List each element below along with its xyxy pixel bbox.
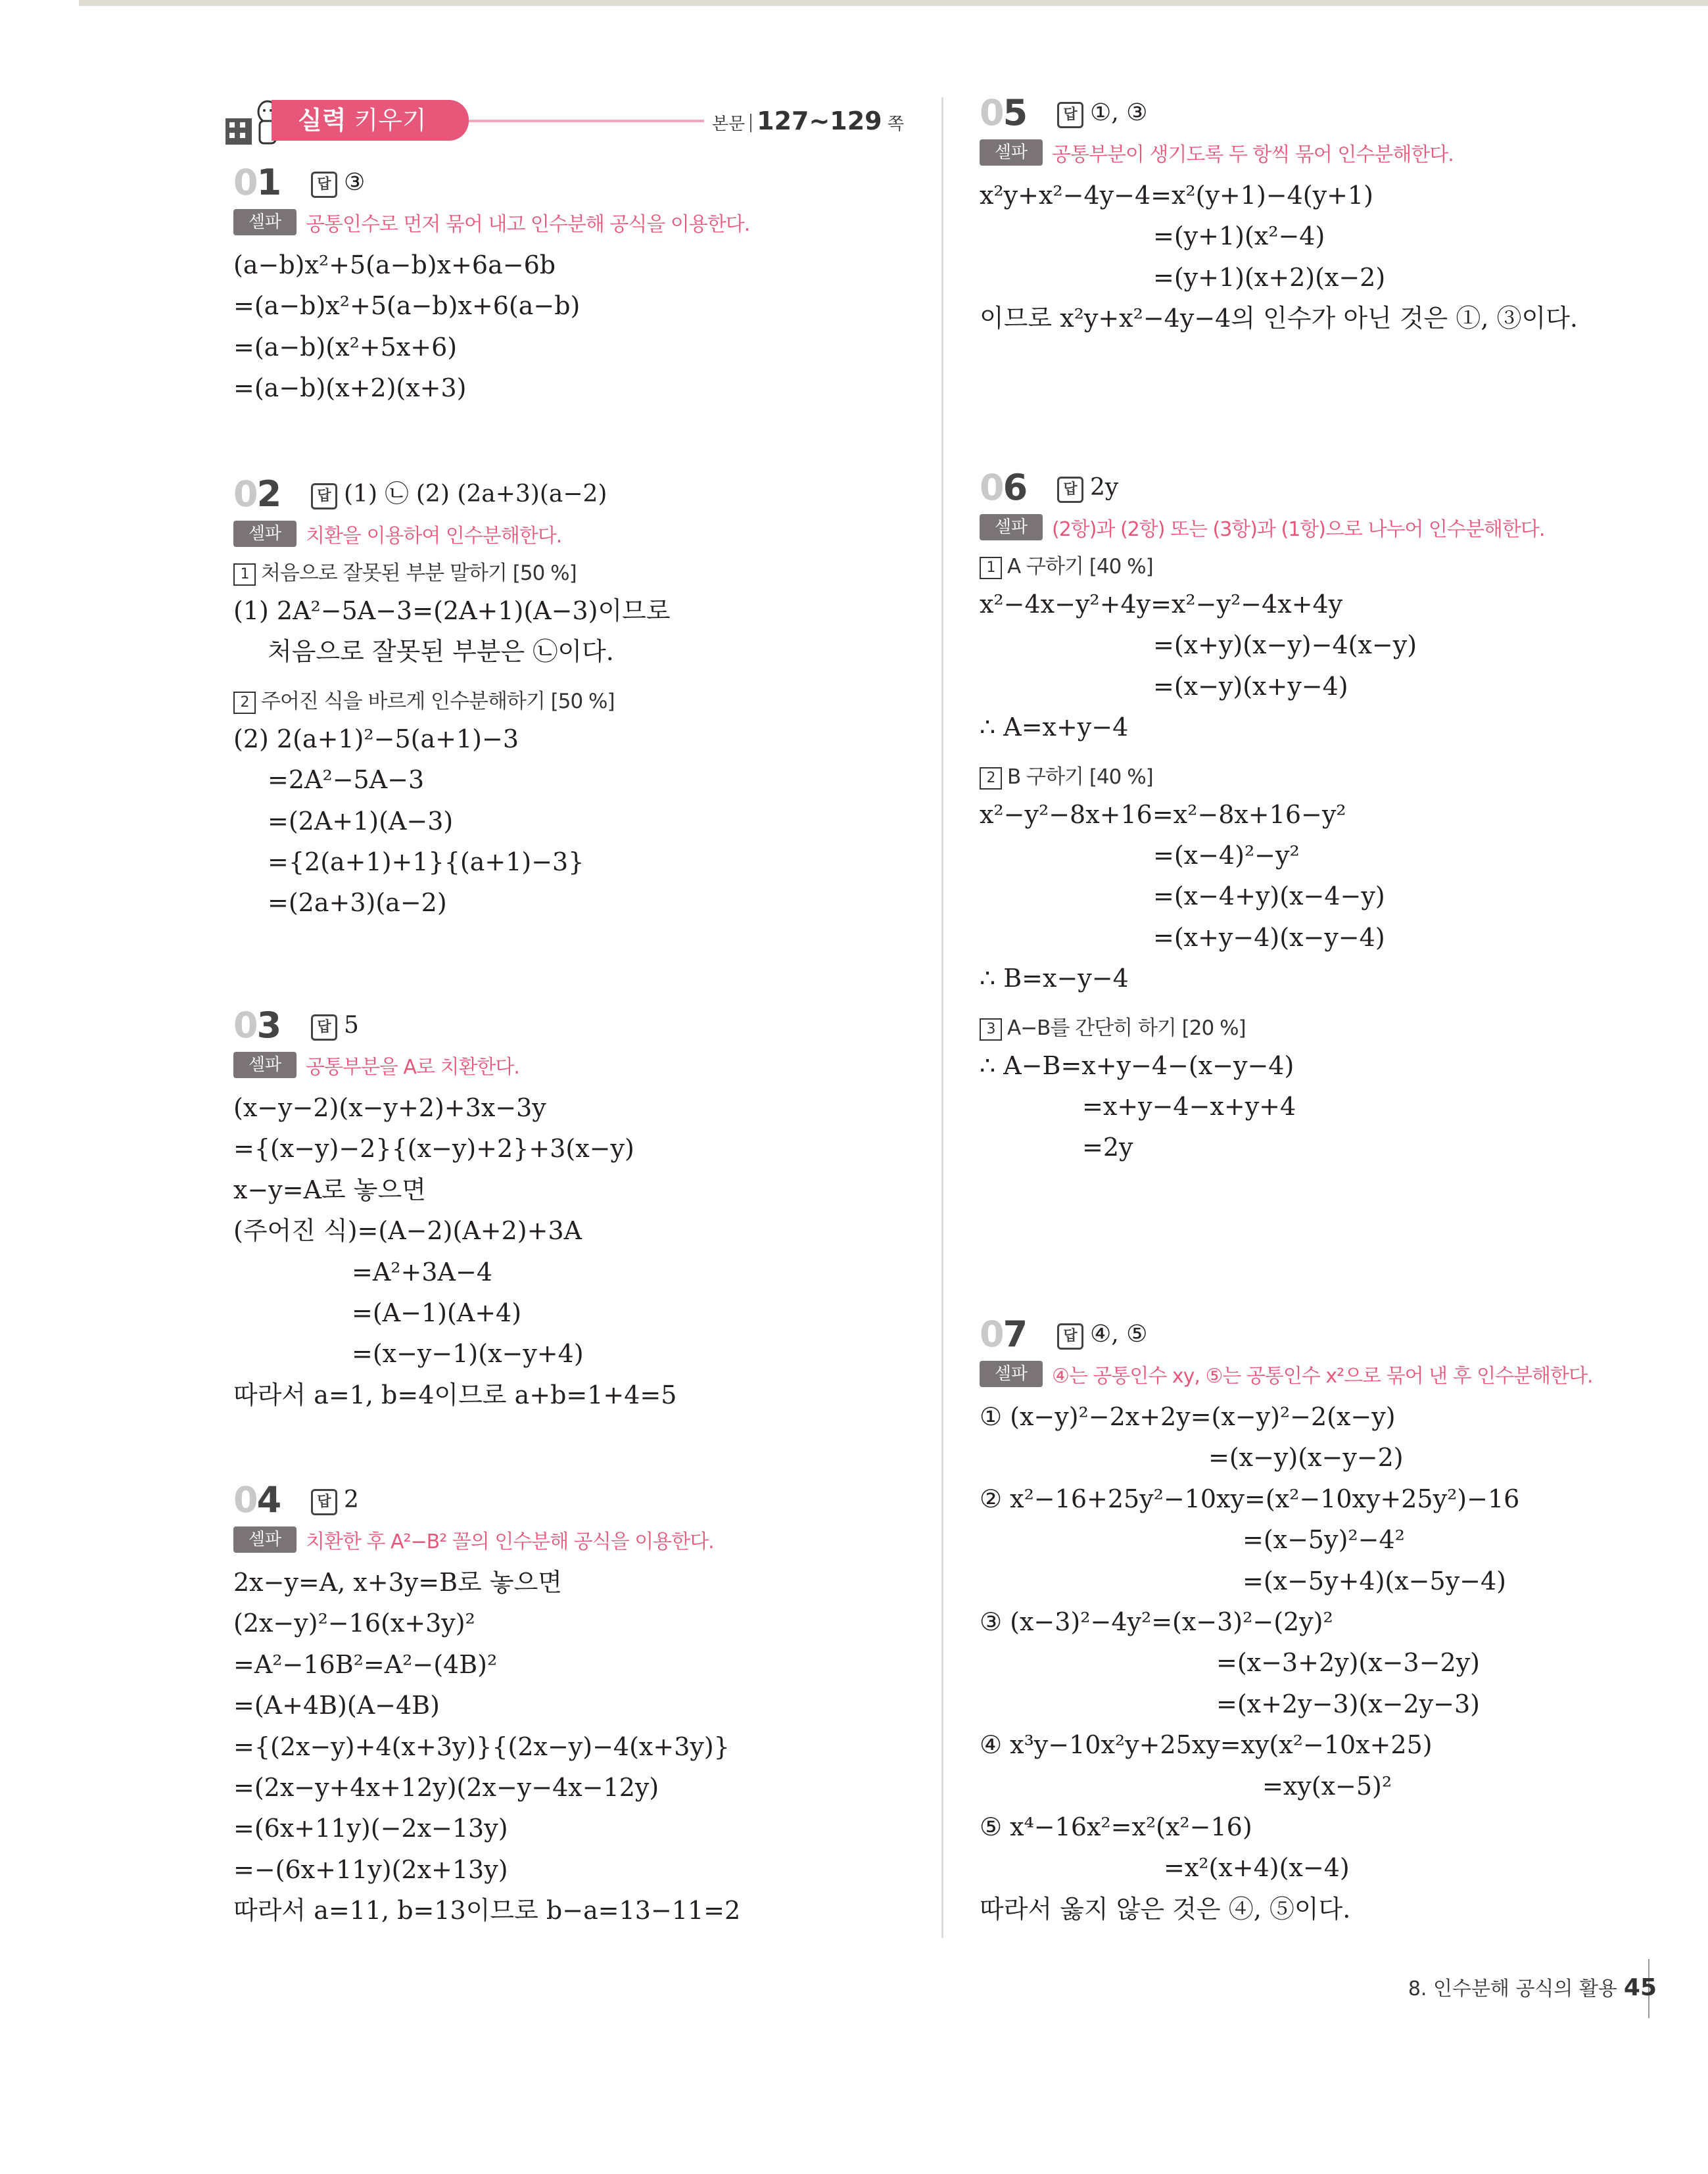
solution-line: =(x+y−4)(x−y−4) bbox=[1153, 922, 1385, 952]
solution-line: 따라서 옳지 않은 것은 ④, ⑤이다. bbox=[980, 1894, 1351, 1924]
problem-05 bbox=[980, 92, 1676, 339]
problem-number-digit: 6 bbox=[1003, 467, 1027, 508]
solution-line: ={2(a+1)+1}{(a+1)−3} bbox=[268, 847, 584, 876]
tip-badge: 셀파 bbox=[233, 521, 297, 547]
solution-line: =(A−1)(A+4) bbox=[352, 1298, 522, 1327]
problem-header bbox=[980, 1313, 1676, 1359]
solution-line: =(a−b)x²+5(a−b)x+6(a−b) bbox=[233, 291, 581, 321]
solution-line: =x²(x+4)(x−4) bbox=[1164, 1853, 1350, 1883]
answer-text: 5 bbox=[344, 1012, 359, 1039]
answer-icon: 답 bbox=[1057, 477, 1083, 503]
solution-line: =(x−y)(x−y−2) bbox=[1208, 1443, 1404, 1473]
problem-number-zero: 0 bbox=[233, 1004, 257, 1046]
problem-01 bbox=[233, 162, 904, 409]
problem-number bbox=[233, 1004, 280, 1047]
problem-03 bbox=[233, 1004, 904, 1415]
problem-number-digit: 5 bbox=[1003, 92, 1027, 133]
problem-number bbox=[980, 467, 1026, 509]
problem-header bbox=[233, 473, 904, 519]
solution-line: =(x−y)(x+y−4) bbox=[1153, 671, 1348, 701]
problem-number-digit: 2 bbox=[256, 473, 281, 515]
page-footer bbox=[1407, 1972, 1657, 2012]
solution-line: =(x−3+2y)(x−3−2y) bbox=[1216, 1648, 1481, 1678]
answer-icon: 답 bbox=[311, 483, 337, 509]
tip-badge: 셀파 bbox=[980, 139, 1043, 166]
top-bar bbox=[79, 0, 1708, 6]
problem-number bbox=[980, 1313, 1026, 1356]
problem-number-digit: 4 bbox=[256, 1479, 281, 1521]
step-text: 처음으로 잘못된 부분 말하기 [50 %] bbox=[261, 561, 577, 585]
tip-text: 공통인수로 먼저 묶어 내고 인수분해 공식을 이용한다. bbox=[306, 213, 750, 236]
solution-line: 이므로 x²y+x²−4y−4의 인수가 아닌 것은 ①, ③이다. bbox=[980, 304, 1578, 333]
step-text: A 구하기 [40 %] bbox=[1007, 555, 1153, 579]
problem-number-zero: 0 bbox=[233, 473, 257, 515]
problem-number bbox=[980, 92, 1026, 134]
solution-line: ∴ B=x−y−4 bbox=[980, 964, 1129, 993]
step-heading bbox=[980, 1011, 1676, 1045]
problem-number-digit: 7 bbox=[1003, 1313, 1027, 1355]
problem-header bbox=[233, 1479, 904, 1525]
problem-number-zero: 0 bbox=[233, 1479, 257, 1521]
answer-text: 2y bbox=[1090, 474, 1119, 501]
answer-text: ④, ⑤ bbox=[1090, 1321, 1148, 1348]
solution-line: =2A²−5A−3 bbox=[268, 765, 425, 795]
solution-line: =(6x+11y)(−2x−13y) bbox=[233, 1814, 508, 1843]
answer bbox=[1057, 1317, 1147, 1352]
problem-07 bbox=[980, 1313, 1676, 1929]
problem-number-zero: 0 bbox=[980, 1313, 1003, 1355]
solution-line: =(x−4)²−y² bbox=[1153, 840, 1300, 870]
solution-line: ∴ A−B=x+y−4−(x−y−4) bbox=[980, 1051, 1294, 1080]
solution-line: ④ x³y−10x²y+25xy=xy(x²−10x+25) bbox=[980, 1730, 1433, 1760]
problem-number-digit: 3 bbox=[256, 1004, 281, 1046]
solution-line: x²−y²−8x+16=x²−8x+16−y² bbox=[980, 799, 1346, 829]
section-title: 실력 키우기 bbox=[272, 100, 469, 141]
step-heading bbox=[980, 550, 1676, 584]
answer-icon: 답 bbox=[311, 172, 337, 198]
step-heading bbox=[233, 684, 904, 719]
solution-line: 처음으로 잘못된 부분은 ㉡이다. bbox=[268, 637, 614, 667]
solution-line: ③ (x−3)²−4y²=(x−3)²−(2y)² bbox=[980, 1607, 1333, 1636]
section-header bbox=[220, 92, 904, 145]
solution-line: ① (x−y)²−2x+2y=(x−y)²−2(x−y) bbox=[980, 1402, 1396, 1431]
tip-row bbox=[233, 208, 904, 245]
problem-number bbox=[233, 473, 280, 515]
problem-number-digit: 1 bbox=[256, 162, 281, 203]
problem-header bbox=[233, 162, 904, 208]
problem-04 bbox=[233, 1479, 904, 1931]
answer-icon: 답 bbox=[311, 1014, 337, 1041]
solution-line: =2y bbox=[1082, 1133, 1133, 1162]
answer-text: 2 bbox=[344, 1486, 359, 1513]
tip-text: 치환한 후 A²−B² 꼴의 인수분해 공식을 이용한다. bbox=[306, 1530, 714, 1553]
solution-line: =−(6x+11y)(2x+13y) bbox=[233, 1855, 508, 1884]
solution-line: =(y+1)(x²−4) bbox=[1153, 222, 1325, 251]
answer-text: ①, ③ bbox=[1090, 99, 1148, 126]
step-number: 1 bbox=[980, 557, 1002, 579]
column-divider bbox=[941, 97, 943, 1938]
answer-text: ③ bbox=[344, 169, 366, 196]
solution-line: =x+y−4−x+y+4 bbox=[1082, 1091, 1296, 1121]
answer bbox=[311, 1008, 359, 1043]
step-number: 2 bbox=[233, 692, 256, 714]
solution-line: =xy(x−5)² bbox=[1262, 1771, 1392, 1801]
solution-line: (1) 2A²−5A−3=(2A+1)(A−3)이므로 bbox=[233, 596, 671, 625]
solution-line: x−y=A로 놓으면 bbox=[233, 1175, 426, 1204]
step-text: 주어진 식을 바르게 인수분해하기 [50 %] bbox=[261, 689, 615, 713]
solution-line: =(2a+3)(a−2) bbox=[268, 888, 447, 918]
solution-line: (2) 2(a+1)²−5(a+1)−3 bbox=[233, 724, 519, 753]
tip-text: 공통부분이 생기도록 두 항씩 묶어 인수분해한다. bbox=[1052, 143, 1454, 166]
answer bbox=[311, 166, 365, 200]
spacer bbox=[233, 673, 904, 684]
answer bbox=[1057, 96, 1147, 130]
solution-line: =A²−16B²=A²−(4B)² bbox=[233, 1649, 498, 1679]
step-number: 1 bbox=[233, 563, 256, 586]
problem-06 bbox=[980, 467, 1676, 1168]
answer bbox=[1057, 471, 1118, 505]
tip-row bbox=[233, 519, 904, 556]
tip-badge: 셀파 bbox=[233, 1526, 297, 1553]
tip-badge: 셀파 bbox=[980, 514, 1043, 540]
problem-02 bbox=[233, 473, 904, 924]
tip-badge: 셀파 bbox=[980, 1361, 1043, 1387]
problem-number-zero: 0 bbox=[233, 162, 257, 203]
solution-line: 따라서 a=1, b=4이므로 a+b=1+4=5 bbox=[233, 1380, 677, 1409]
solution-line: ={(2x−y)+4(x+3y)}{(2x−y)−4(x+3y)} bbox=[233, 1732, 730, 1761]
tip-badge: 셀파 bbox=[233, 209, 297, 235]
solution-line: =(x−4+y)(x−4−y) bbox=[1153, 882, 1385, 911]
solution-line: =(2A+1)(A−3) bbox=[268, 806, 454, 836]
solution-line: x²y+x²−4y−4=x²(y+1)−4(y+1) bbox=[980, 181, 1373, 210]
chapter-title: 8. 인수분해 공식의 활용 bbox=[1408, 1977, 1617, 2000]
tip-row bbox=[980, 1359, 1676, 1396]
tip-text: 치환을 이용하여 인수분해한다. bbox=[306, 525, 562, 548]
solution-line: (2x−y)²−16(x+3y)² bbox=[233, 1609, 475, 1638]
page-number: 45 bbox=[1623, 1974, 1657, 2001]
page-reference: 본문 127~129 쪽 bbox=[704, 106, 904, 135]
solution-line: ∴ A=x+y−4 bbox=[980, 713, 1129, 742]
solution-line: (x−y−2)(x−y+2)+3x−3y bbox=[233, 1093, 546, 1122]
answer bbox=[311, 1483, 359, 1517]
answer-icon: 답 bbox=[1057, 102, 1083, 128]
solution-line: =(a−b)(x²+5x+6) bbox=[233, 332, 458, 362]
solution-line: ={(x−y)−2}{(x−y)+2}+3(x−y) bbox=[233, 1134, 634, 1164]
answer-icon: 답 bbox=[311, 1489, 337, 1515]
answer bbox=[311, 477, 607, 511]
solution-line: =(A+4B)(A−4B) bbox=[233, 1691, 440, 1720]
solution-line: x²−4x−y²+4y=x²−y²−4x+4y bbox=[980, 590, 1343, 619]
solution-line: =(x−5y)²−4² bbox=[1243, 1525, 1405, 1555]
step-number: 2 bbox=[980, 767, 1002, 790]
step-text: A−B를 간단히 하기 [20 %] bbox=[1007, 1016, 1246, 1040]
spacer bbox=[980, 748, 1676, 760]
tip-badge: 셀파 bbox=[233, 1052, 297, 1078]
solution-line: (a−b)x²+5(a−b)x+6a−6b bbox=[233, 250, 556, 279]
tip-row bbox=[980, 138, 1676, 175]
tip-row bbox=[233, 1525, 904, 1562]
solution-line: =(x+2y−3)(x−2y−3) bbox=[1216, 1689, 1481, 1718]
solution-line: ⑤ x⁴−16x²=x²(x²−16) bbox=[980, 1812, 1252, 1841]
solution-line: =(y+1)(x+2)(x−2) bbox=[1153, 262, 1386, 292]
step-text: B 구하기 [40 %] bbox=[1007, 765, 1153, 789]
solution-line: =(x+y)(x−y)−4(x−y) bbox=[1153, 630, 1417, 660]
solution-line: =(x−y−1)(x−y+4) bbox=[352, 1339, 584, 1369]
solution-line: 따라서 a=11, b=13이므로 b−a=13−11=2 bbox=[233, 1896, 741, 1926]
spacer bbox=[980, 999, 1676, 1011]
problem-header bbox=[980, 92, 1676, 138]
problem-number bbox=[233, 1479, 280, 1521]
problem-number-zero: 0 bbox=[980, 92, 1003, 133]
problem-header bbox=[980, 467, 1676, 513]
tip-row bbox=[980, 513, 1676, 550]
step-heading bbox=[233, 556, 904, 590]
solution-line: (주어진 식)=(A−2)(A+2)+3A bbox=[233, 1216, 582, 1246]
tip-text: 공통부분을 A로 치환한다. bbox=[306, 1056, 519, 1079]
problem-number-zero: 0 bbox=[980, 467, 1003, 508]
problem-number bbox=[233, 162, 280, 204]
tip-text: (2항)과 (2항) 또는 (3항)과 (1항)으로 나누어 인수분해한다. bbox=[1052, 518, 1545, 541]
problem-header bbox=[233, 1004, 904, 1051]
step-number: 3 bbox=[980, 1018, 1002, 1041]
solution-line: =(a−b)(x+2)(x+3) bbox=[233, 373, 467, 403]
tip-text: ④는 공통인수 xy, ⑤는 공통인수 x²으로 묶어 낸 후 인수분해한다. bbox=[1052, 1365, 1593, 1388]
tip-row bbox=[233, 1051, 904, 1087]
answer-text: (1) ㉡ (2) (2a+3)(a−2) bbox=[344, 481, 607, 508]
solution-line: =(x−5y+4)(x−5y−4) bbox=[1243, 1566, 1507, 1595]
step-heading bbox=[980, 760, 1676, 794]
solution-line: 2x−y=A, x+3y=B로 놓으면 bbox=[233, 1568, 562, 1597]
solution-line: =A²+3A−4 bbox=[352, 1257, 492, 1287]
answer-icon: 답 bbox=[1057, 1323, 1083, 1350]
solution-line: =(2x−y+4x+12y)(2x−y−4x−12y) bbox=[233, 1772, 659, 1802]
solution-line: ② x²−16+25y²−10xy=(x²−10xy+25y²)−16 bbox=[980, 1484, 1520, 1513]
